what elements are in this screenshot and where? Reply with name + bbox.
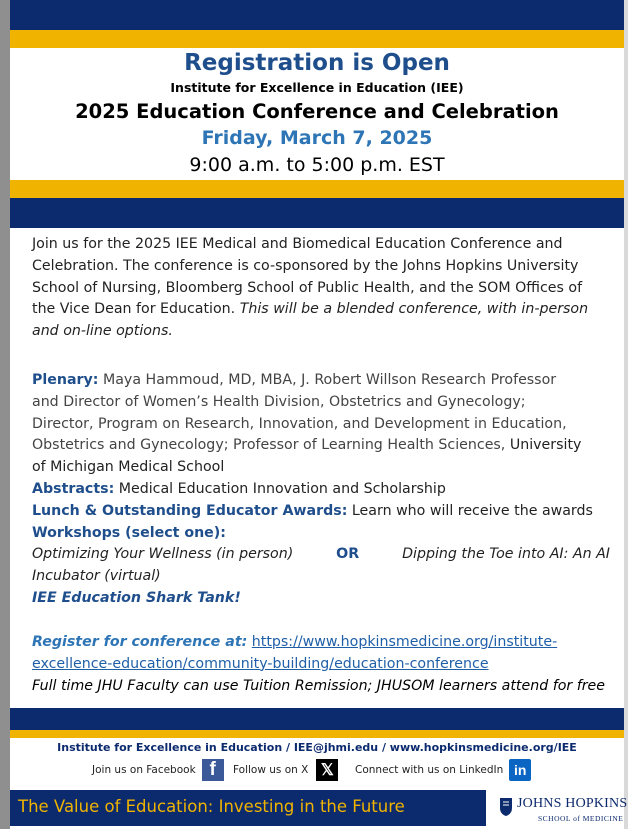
logo-name: JOHNS HOPKINS [517, 796, 628, 811]
linkedin-link[interactable] [355, 758, 531, 782]
register-link-continued[interactable]: excellence-education/community-building/education-conference [32, 655, 489, 672]
linkedin-icon[interactable]: in [509, 759, 531, 781]
x-label: Follow us on X [233, 764, 309, 776]
plenary-text: University [509, 437, 582, 454]
abstracts-text: Medical Education Innovation and Scholarship [118, 480, 446, 497]
registration-heading: Registration is Open [184, 50, 450, 76]
footer-contact: Institute for Excellence in Education / IEE@jhmi.edu / www.hopkinsmedicine.org/IEE [57, 741, 577, 754]
conference-time: 9:00 a.m. to 5:00 p.m. EST [189, 154, 445, 176]
shark-tank: IEE Education Shark Tank! [32, 589, 241, 606]
right-scrollbar[interactable] [624, 0, 628, 829]
left-window-edge [0, 0, 10, 829]
tuition-remission-note: Full time JHU Faculty can use Tuition Remission; JHUSOM learners attend for free [32, 677, 606, 694]
conference-date: Friday, March 7, 2025 [201, 127, 433, 149]
linkedin-label: Connect with us on LinkedIn [355, 764, 504, 776]
shield-icon [499, 797, 513, 817]
workshop-option-ai: Dipping the Toe into AI: An AI [402, 546, 610, 563]
workshops-label: Workshops (select one): [32, 524, 226, 541]
plenary-line [32, 435, 610, 457]
awards-line [32, 501, 610, 523]
plenary-line: Director, Program on Research, Innovation, and Development in Education, [32, 415, 567, 432]
facebook-label: Join us on Facebook [92, 764, 196, 776]
plenary-speaker: Maya Hammoud, MD, MBA, J. Robert Willson Research Professor [103, 372, 557, 388]
logo-subtitle: SCHOOL of MEDICINE [538, 814, 624, 823]
register-line [32, 632, 610, 654]
intro-text: the Vice Dean for Education. [32, 301, 236, 318]
plenary-label: Plenary: [32, 372, 99, 388]
workshop-option-wellness: Optimizing Your Wellness (in person) [32, 546, 294, 563]
blended-note: This will be a blended conference, with in-person [239, 301, 589, 318]
register-block [32, 632, 610, 697]
register-link[interactable]: https://www.hopkinsmedicine.org/institute- [251, 634, 558, 650]
workshop-option-ai-end: Incubator (virtual) [32, 568, 161, 585]
top-gold-band [10, 30, 624, 48]
intro-line [32, 299, 610, 321]
intro-line [32, 234, 610, 256]
plenary-line [32, 370, 610, 392]
plenary-line: of Michigan Medical School [32, 459, 225, 476]
conference-title: 2025 Education Conference and Celebration [75, 100, 559, 123]
bottom-gold-band [10, 730, 624, 738]
facebook-link[interactable] [92, 758, 224, 782]
intro-line: School of Nursing, Bloomberg School of Public Health, and the SOM Offices of [32, 279, 583, 296]
awards-label: Lunch & Outstanding Educator Awards: [32, 502, 348, 519]
abstracts-label: Abstracts: [32, 480, 115, 497]
awards-text: Learn who will receive the awards [351, 502, 593, 519]
institute-name: Institute for Excellence in Education (IEE) [170, 80, 464, 95]
intro-text: Join us for the 2025 IEE Medical and Biomedical Education Conference and [32, 236, 563, 252]
workshop-options [32, 544, 610, 566]
mid-navy-band [10, 198, 624, 228]
abstracts-line [32, 479, 610, 501]
tagline: The Value of Education: Investing in the Future [18, 797, 405, 816]
intro-line: Celebration. The conference is co-sponsored by the Johns Hopkins University [32, 257, 579, 274]
plenary-text: Obstetrics and Gynecology; Professor of Learning Health Sciences, [32, 437, 506, 454]
workshop-or: OR [336, 546, 360, 563]
blended-note-end: and on-line options. [32, 323, 173, 340]
x-link[interactable] [233, 758, 338, 782]
mid-gold-band [10, 180, 624, 198]
facebook-icon[interactable]: f [202, 759, 224, 781]
top-navy-band [10, 0, 624, 30]
x-icon[interactable]: 𝕏 [316, 759, 338, 781]
intro-paragraph [32, 234, 610, 343]
plenary-line: and Director of Women’s Health Division, Obstetrics and Gynecology; [32, 393, 526, 410]
conference-details [32, 370, 610, 610]
bottom-navy-band [10, 708, 624, 730]
register-label: Register for conference at: [32, 634, 248, 650]
